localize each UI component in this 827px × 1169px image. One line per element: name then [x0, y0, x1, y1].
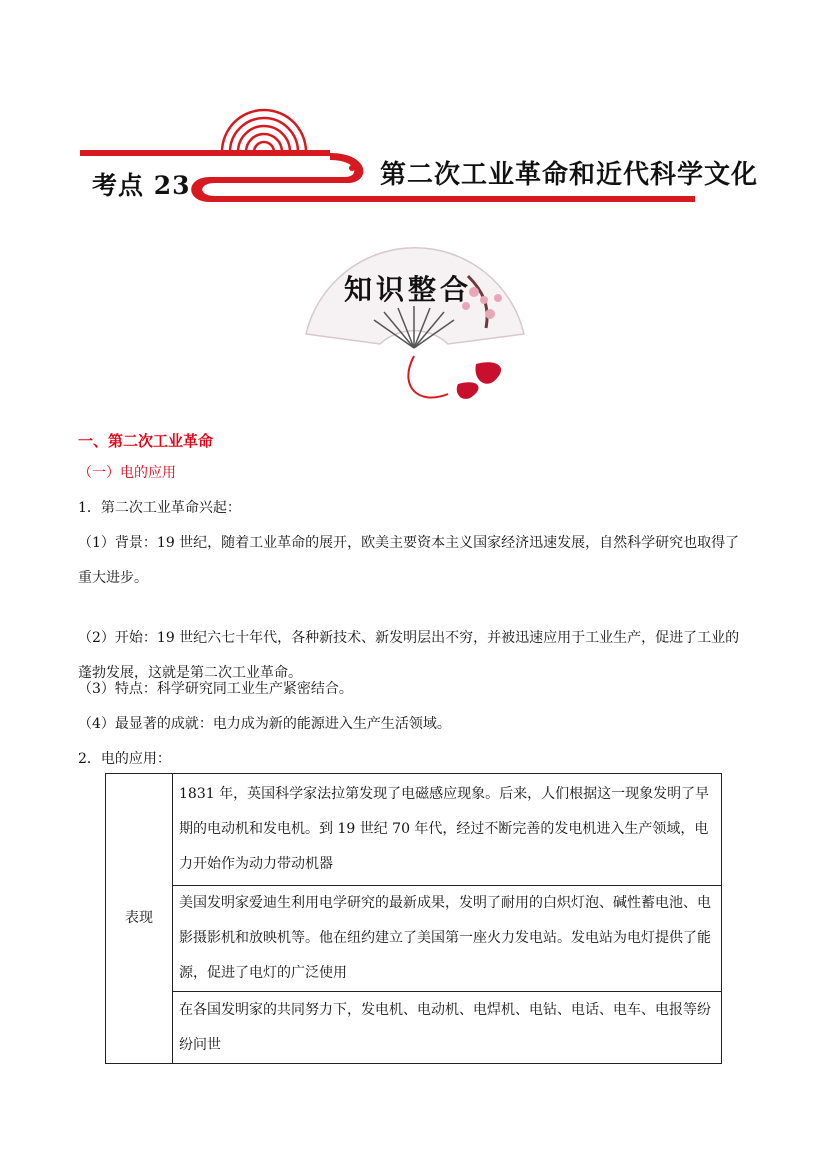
fan-illustration	[298, 236, 530, 416]
paragraph-5: （4）最显著的成就：电力成为新的能源进入生产生活领域。	[78, 716, 451, 732]
info-table	[105, 773, 722, 1064]
section-heading: 一、第二次工业革命	[78, 432, 214, 450]
paragraph-3: （2）开始：19 世纪六七十年代，各种新技术、新发明层出不穷，并被迅速应用于工业生产，促进了工业的蓬勃发展，这就是第二次工业革命。	[78, 630, 740, 681]
table-row	[106, 774, 722, 886]
table-cell: 在各国发明家的共同努力下，发电机、电动机、电焊机、电钻、电话、电车、电报等纷纷问世	[173, 992, 722, 1064]
paragraph-4: （3）特点：科学研究同工业生产紧密结合。	[78, 681, 353, 697]
top-rule	[80, 150, 330, 156]
table-cell: 1831 年，英国科学家法拉第发现了电磁感应现象。后来，人们根据这一现象发明了早期的电动机和发电机。到 19 世纪 70 年代，经过不断完善的发电机进入生产领域，电力开始作为动力带动机器	[173, 774, 722, 886]
subsection-heading: （一）电的应用	[78, 465, 176, 481]
topic-number: 考点 23	[92, 171, 191, 200]
table-row	[106, 886, 722, 992]
page-header	[0, 0, 827, 230]
table-label: 表现	[106, 774, 173, 1064]
banner-label: 知识整合	[344, 273, 473, 306]
page-title: 第二次工业革命和近代科学文化	[380, 160, 759, 190]
tassel-icon-2	[457, 382, 479, 399]
swirl-dot	[349, 165, 355, 171]
rings-ornament	[222, 110, 306, 152]
table-cell: 美国发明家爱迪生利用电学研究的最新成果，发明了耐用的白炽灯泡、碱性蓄电池、电影摄影机和放映机等。他在纽约建立了美国第一座火力发电站。发电站为电灯提供了能源，促进了电灯的广泛使用	[173, 886, 722, 992]
tassel-cord	[408, 356, 448, 398]
paragraph-6: 2．电的应用：	[78, 751, 171, 767]
paragraph-1: 1．第二次工业革命兴起：	[78, 500, 241, 516]
paragraph-2: （1）背景：19 世纪，随着工业革命的展开，欧美主要资本主义国家经济迅速发展，自然科学研究也取得了重大进步。	[78, 535, 740, 586]
tassel-icon	[475, 362, 501, 384]
table-row	[106, 992, 722, 1064]
